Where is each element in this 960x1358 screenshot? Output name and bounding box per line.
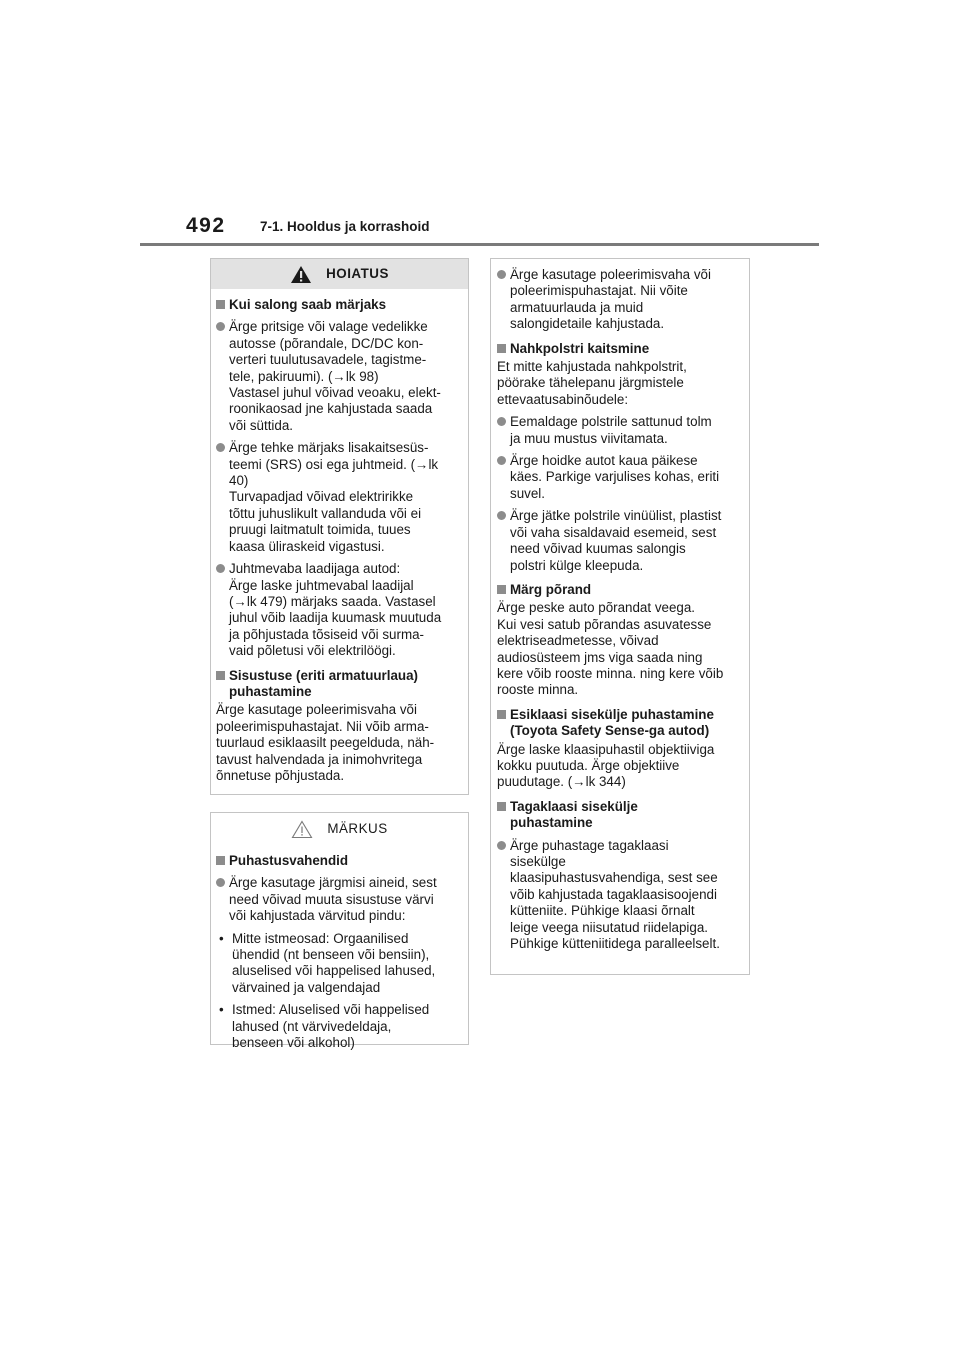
text-line: ühendid (nt benseen või bensiin), [232, 947, 430, 963]
text-line: elektriseadmetesse, võivad [497, 633, 659, 649]
text-line: Turvapadjad võivad elektririkke [229, 489, 414, 505]
text-line: Ärge jätke polstrile vinüülist, plastist [510, 508, 722, 524]
paragraph [216, 702, 462, 784]
text-line: õnnetuse põhjustada. [216, 767, 345, 783]
text-line: roonikaosad jne kahjustada saada [229, 401, 433, 417]
continued-warning-box-body [491, 259, 749, 952]
text-line: Sisustuse (eriti armatuurlaua) [229, 667, 419, 683]
text-line: Tagaklaasi sisekülje [510, 798, 638, 814]
continued-warning-box [490, 258, 750, 975]
text-line: • Istmed: Aluselised või happelised [232, 1002, 430, 1018]
text-line: Ärge kasutage poleerimisvaha või [510, 267, 711, 282]
text-line: või süttida. [229, 417, 294, 433]
note-box-title: MÄRKUS [327, 820, 388, 836]
text-line: autosse (põrandale, DC/DC kon- [229, 335, 424, 351]
warning-box-header [211, 259, 468, 289]
bullet-item [497, 453, 743, 502]
text-line: Ärge tehke märjaks lisakaitsesüs- [229, 440, 429, 456]
text-line: Ärge puhastage tagaklaasi [510, 837, 669, 853]
text-line: võib kahjustada tagaklaasisoojendi [510, 886, 717, 902]
text-line: puudutage. (→lk 344) [497, 774, 626, 790]
section-heading [216, 853, 462, 869]
text-line: tõttu juhuslikult vallanduda või ei [229, 505, 422, 521]
text-line: tuurlaud esiklaasilt peegelduda, näh- [216, 735, 435, 751]
text-line: poleerimispuhastajat. Nii võite [510, 283, 688, 299]
text-line: kaasa üliraskeid vigastusi. [229, 538, 385, 554]
text-line: puhastamine [510, 815, 593, 831]
text-line: suvel. [510, 485, 545, 501]
text-line: teemi (SRS) osi ega juhtmeid. (→lk [229, 456, 439, 472]
text-line: käes. Parkige varjulises kohas, eriti [510, 469, 720, 485]
text-line: polstri külge kleepuda. [510, 557, 644, 573]
text-line: või vaha sisaldavaid esemeid, sest [510, 524, 717, 540]
bullet-item [497, 838, 743, 953]
bullet-item [216, 561, 462, 659]
text-line: need võivad muuta sisustuse värvi [229, 891, 434, 907]
text-line: ja muu mustus viivitamata. [510, 430, 668, 446]
text-line: klaasipuhastusvahendiga, sest see [510, 870, 718, 886]
text-line: Pühkige kütteniitidega paralleelselt. [510, 936, 720, 952]
warning-triangle-icon [290, 265, 312, 284]
text-line: Ärge hoidke autot kaua päikese [510, 453, 698, 469]
section-title: 7-1. Hooldus ja korrashoid [260, 219, 430, 234]
text-line: Ärge kasutage poleerimisvaha või [216, 702, 417, 718]
text-line: ettevaatusabinõudele: [497, 391, 629, 407]
text-line: vaid põletusi või elektrilöögi. [229, 643, 396, 659]
text-line: või kahjustada värvitud pindu: [229, 908, 406, 924]
text-line: tavust halvendada ja inimohvritega [216, 751, 423, 767]
text-line: Ärge peske auto põrandat veega. [497, 600, 696, 616]
warning-box-title: HOIATUS [326, 265, 389, 281]
text-line: Kui salong saab märjaks [229, 297, 387, 312]
section-heading [497, 582, 743, 598]
paragraph [497, 359, 743, 408]
text-line: 40) [229, 473, 249, 489]
text-line: aluselised või happelised lahused, [232, 963, 436, 979]
text-line: Ärge laske juhtmevabal laadijal [229, 577, 414, 593]
text-line: Nahkpolstri kaitsmine [510, 340, 650, 356]
text-line: Kui vesi satub põrandas asuvatesse [497, 616, 712, 632]
note-box [210, 812, 469, 1051]
text-line: poleerimispuhastajat. Nii võib arma- [216, 718, 429, 734]
text-line: Eemaldage polstrile sattunud tolm [510, 414, 712, 430]
text-line: Juhtmevaba laadijaga autod: [229, 561, 401, 577]
bullet-item [497, 414, 743, 447]
header-rule [140, 243, 819, 246]
section-heading [497, 799, 743, 832]
text-line: tele, pakiruumi). (→lk 98) [229, 368, 379, 384]
note-box-header [211, 813, 468, 845]
text-line: (Toyota Safety Sense-ga autod) [510, 723, 710, 739]
text-line: benseen või alkohol) [232, 1035, 355, 1051]
section-heading [497, 707, 743, 740]
bullet-item [497, 267, 743, 333]
text-line: värvained ja valgendajad [232, 979, 381, 995]
bullet-item [497, 508, 743, 574]
text-line: puhastamine [229, 683, 312, 699]
text-line: armatuurlauda ja muid [510, 299, 644, 315]
warning-box-body [211, 289, 468, 784]
paragraph [497, 600, 743, 698]
section-heading [216, 668, 462, 701]
text-line: • Mitte istmeosad: Orgaanilised [232, 930, 409, 946]
text-line: Et mitte kahjustada nahkpolstrit, [497, 359, 687, 375]
text-line: kütteniite. Pühkige klaasi õrnalt [510, 903, 695, 919]
sub-bullet-item [216, 1002, 462, 1051]
text-line: Ärge laske klaasipuhastil objektiiviga [497, 741, 715, 757]
section-heading [216, 297, 462, 313]
text-line: ja põhjustada tõsiseid või surma- [229, 626, 425, 642]
warning-box [210, 258, 469, 795]
text-line: Märg põrand [510, 581, 592, 597]
text-line: juhul võib laadija kuumask muutuda [229, 610, 442, 626]
text-line: salongidetaile kahjustada. [510, 316, 665, 332]
text-line: need võivad kuumas salongis [510, 541, 686, 557]
text-line: pruugi laitmatult toimida, tuues [229, 522, 411, 538]
text-line: rooste minna. [497, 682, 579, 698]
caution-triangle-outline-icon [291, 820, 313, 839]
text-line: Puhastusvahendid [229, 853, 349, 868]
text-line: Ärge kasutage järgmisi aineid, sest [229, 875, 437, 891]
text-line: pöörake tähelepanu järgmistele [497, 375, 684, 391]
text-line: kokku puutuda. Ärge objektiive [497, 757, 680, 773]
text-line: Vastasel juhul võivad veoaku, elekt- [229, 385, 441, 401]
section-heading [497, 341, 743, 357]
text-line: Esiklaasi sisekülje puhastamine [510, 706, 714, 722]
text-line: lahused (nt värvivedeldaja, [232, 1018, 392, 1034]
note-box-body [211, 845, 468, 1051]
text-line: verteri tuulutusavadele, tagistme- [229, 352, 427, 368]
text-line: leige veega niisutatud riidelapiga. [510, 919, 709, 935]
bullet-item [216, 319, 462, 434]
text-line: sisekülge [510, 854, 566, 869]
text-line: kere võib rooste minna. ning kere võib [497, 665, 724, 681]
text-line: audiosüsteem jms viga saada ning [497, 649, 703, 665]
text-line: (→lk 479) märjaks saada. Vastasel [229, 593, 436, 609]
sub-bullet-item [216, 931, 462, 997]
paragraph [497, 742, 743, 791]
bullet-item [216, 440, 462, 555]
page-number: 492 [186, 214, 226, 237]
bullet-item [216, 875, 462, 924]
text-line: Ärge pritsige või valage vedelikke [229, 319, 428, 335]
